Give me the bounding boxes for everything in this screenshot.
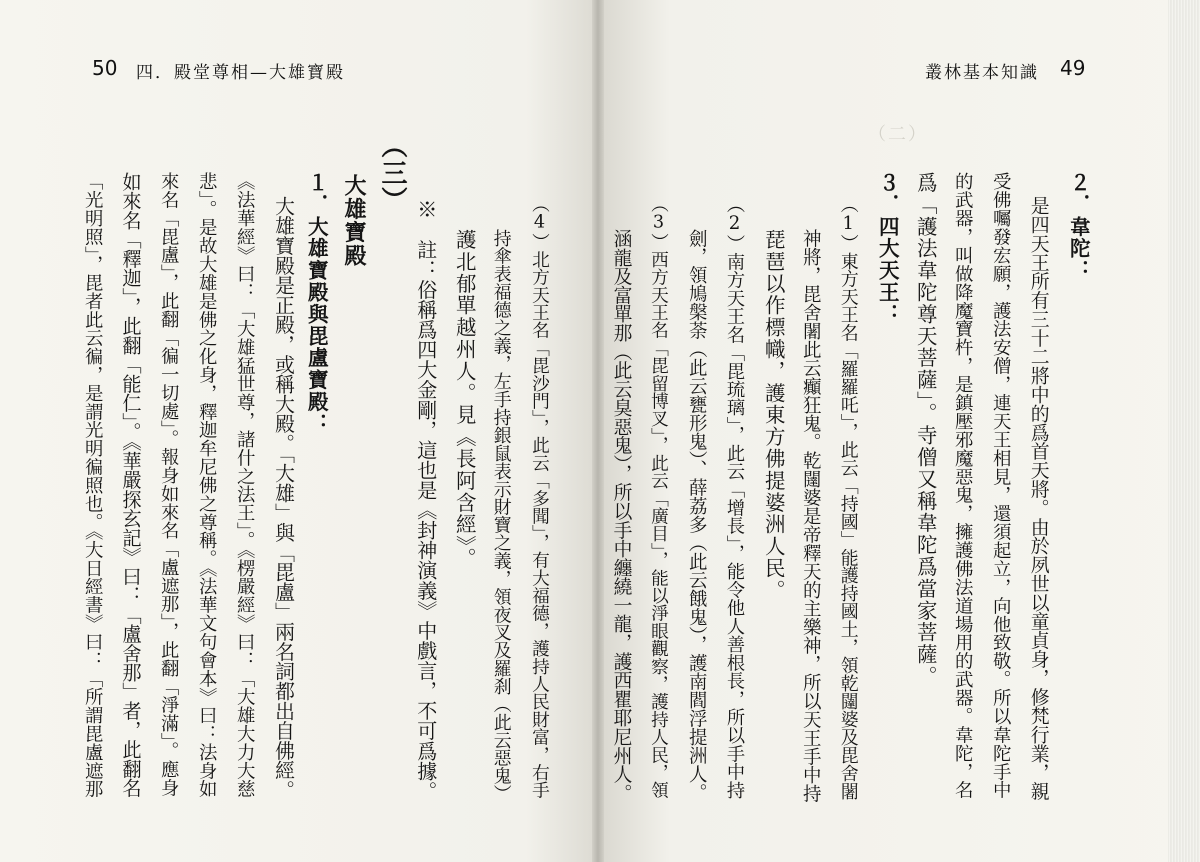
right-column-4: 的武器，叫做降魔寶杵，是鎮壓邪魔惡鬼，擁護佛法道場用的武器。韋陀，名 [952, 172, 974, 799]
page-edges [1168, 0, 1200, 862]
left-column-10: （4）北方天王名「毘沙門」，此云「多聞」，有大福德，護持人民財富，右手 [529, 195, 550, 799]
book-gutter [592, 0, 604, 862]
bleed-through-heading: （二） [868, 124, 928, 145]
right-column-5: 爲「護法韋陀尊天菩薩」。寺僧又稱韋陀爲當家菩薩。 [913, 172, 938, 688]
left-column-7: 來名「毘盧」，此翻「徧一切處」。報身如來名「盧遮那」，此翻「淨滿」。應身 [158, 172, 180, 797]
right-column-13: 涵龍及富單那（此云臭惡鬼），所以手中纏繞一龍，護西瞿耶尼州人。 [610, 229, 632, 803]
right-page-number: 49 [1060, 56, 1086, 80]
right-running-head: 叢林基本知識 [925, 63, 1039, 83]
left-column-6: 悲」。是故大雄是佛之化身，釋迦牟尼佛之尊稱。《法華文句會本》曰：法身如 [196, 172, 218, 798]
left-column-13: ※ 註：俗稱爲四大金剛，這也是《封神演義》中戲言，不可爲據。 [413, 199, 438, 801]
left-column-3: １．大雄寶殿與毘盧寶殿： [304, 172, 329, 435]
left-column-2: 大雄寶殿 [341, 174, 367, 268]
right-column-7: （1）東方天王名「羅羅吒」，此云「持國」能護持國土，領乾闥婆及毘舍闍 [837, 195, 859, 801]
right-column-12: （3）西方天王名「毘留博叉」，此云「廣目」，能以淨眼觀察，護持人民，領 [648, 195, 669, 799]
right-column-11: 劍，領鳩槃荼（此云甕形鬼）、薛荔多（此云餓鬼），護南閻浮提洲人。 [686, 229, 708, 802]
right-column-2: 是四天王所有三十二將中的爲首天將。由於夙世以童貞身，修梵行業，親 [1027, 196, 1050, 801]
left-column-12: 護北郁單越州人。見《長阿含經》。 [452, 229, 477, 570]
right-column-9: 琵琶以作標幟，護東方佛提婆洲人民。 [761, 229, 786, 602]
left-column-8: 如來名「釋迦」，此翻「能仁」。《華嚴探玄記》曰：「盧舍那」者，此翻名 [118, 172, 142, 798]
left-column-5: 《法華經》曰：「大雄猛世尊，諸什之法王」。《楞嚴經》曰：「大雄大力大慈 [234, 172, 256, 798]
right-column-6: ３．四大天王： [875, 172, 900, 326]
left-column-1: （三） [377, 132, 407, 215]
right-column-8: 神將，毘舍闍此云癲狂鬼。乾闥婆是帝釋天的主樂神，所以天王手中持 [800, 229, 822, 803]
right-column-1: ２．韋陀： [1066, 172, 1091, 282]
right-column-10: （2）南方天王名「毘琉璃」，此云「增長」，能令他人善根長，所以手中持 [723, 195, 745, 800]
left-running-head: 四．殿堂尊相—大雄寶殿 [136, 63, 345, 83]
left-page-number: 50 [92, 56, 118, 80]
left-column-9: 「光明照」，毘者此云徧，是謂光明徧照也。《大日經書》曰：「所謂毘盧遮那 [82, 172, 104, 798]
left-column-11: 持傘表福德之義，左手持銀鼠表示財寶之義，領夜叉及羅刹（此云惡鬼） [490, 229, 512, 803]
left-column-4: 大雄寶殿是正殿，或稱大殿。「大雄」與「毘盧」兩名詞都出自佛經。 [271, 196, 295, 800]
right-column-3: 受佛囑發宏願，護法安僧，連天王相見，還須起立，向他致敬。所以韋陀手中 [990, 172, 1012, 799]
